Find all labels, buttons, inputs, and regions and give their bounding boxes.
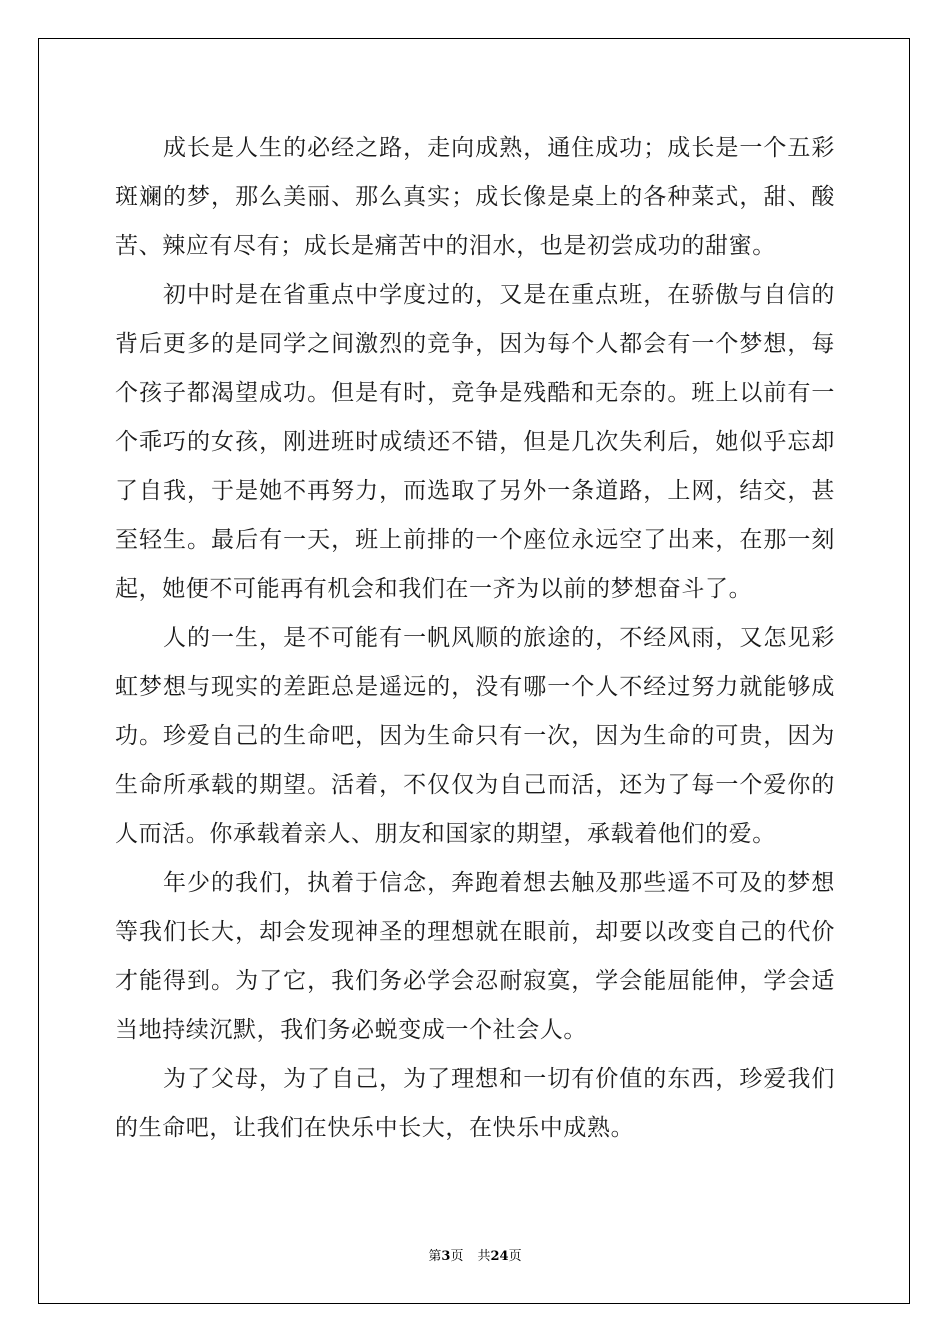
paragraph-4: 年少的我们，执着于信念，奔跑着想去触及那些遥不可及的梦想等我们长大，却会发现神圣的理想就在眼前，却要以改变自己的代价才能得到。为了它，我们务必学会忍耐寂寞，学会能屈能伸，学会适当地持续沉默，我们务必蜕变成一个社会人。 [115,870,835,1043]
document-body [115,124,835,1153]
total-prefix: 共 [477,1249,491,1264]
paragraph-5: 为了父母，为了自己，为了理想和一切有价值的东西，珍爱我们的生命吧，让我们在快乐中长大，在快乐中成熟。 [115,1066,835,1141]
page-number: 3 [441,1249,451,1264]
total-suffix: 页 [508,1249,522,1264]
paragraph-2: 初中时是在省重点中学度过的，又是在重点班，在骄傲与自信的背后更多的是同学之间激烈的竞争，因为每个人都会有一个梦想，每个孩子都渴望成功。但是有时，竞争是残酷和无奈的。班上以前有一个乖巧的女孩，刚进班时成绩还不错，但是几次失利后，她似乎忘却了自我，于是她不再努力，而选取了另外一条道路，上网，结交，甚至轻生。最后有一天，班上前排的一个座位永远空了出来，在那一刻起，她便不可能再有机会和我们在一齐为以前的梦想奋斗了。 [115,282,835,602]
page-footer [0,1245,950,1264]
total-pages: 24 [490,1249,509,1264]
page-suffix: 页 [450,1249,464,1264]
page-prefix: 第 [428,1249,442,1264]
paragraph-1: 成长是人生的必经之路，走向成熟，通住成功；成长是一个五彩斑斓的梦，那么美丽、那么真实；成长像是桌上的各种菜式，甜、酸苦、辣应有尽有；成长是痛苦中的泪水，也是初尝成功的甜蜜。 [115,135,835,259]
paragraph-3: 人的一生，是不可能有一帆风顺的旅途的，不经风雨，又怎见彩虹梦想与现实的差距总是遥远的，没有哪一个人不经过努力就能够成功。珍爱自己的生命吧，因为生命只有一次，因为生命的可贵，因为生命所承载的期望。活着，不仅仅为自己而活，还为了每一个爱你的人而活。你承载着亲人、朋友和国家的期望，承载着他们的爱。 [115,625,835,847]
